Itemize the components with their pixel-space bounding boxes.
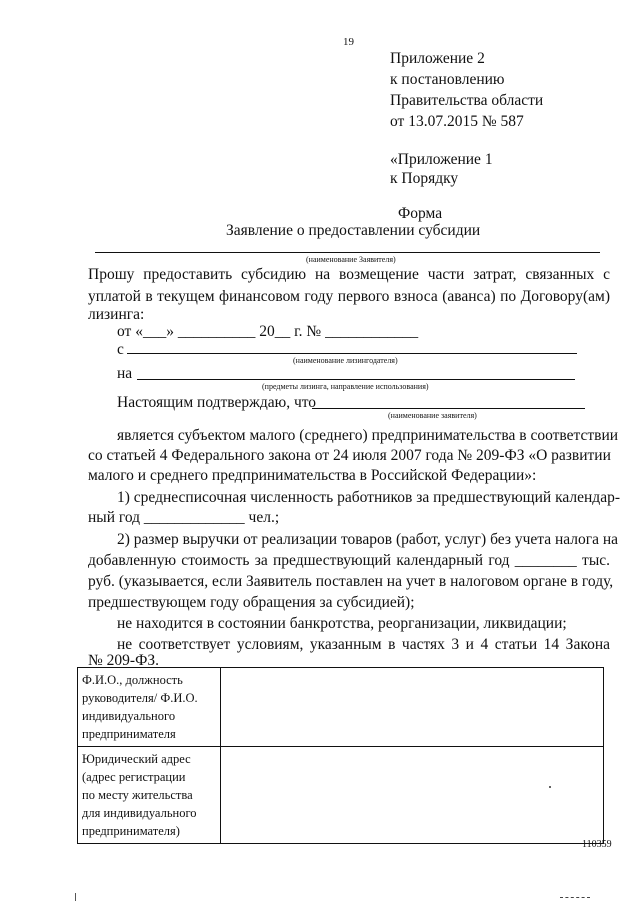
table-label-address-line-3: по месту жительства bbox=[82, 788, 193, 802]
table-label-fio bbox=[78, 668, 221, 747]
item3: не находится в состоянии банкротства, реорганизации, ликвидации; bbox=[117, 615, 567, 632]
lessor-name-line bbox=[127, 353, 577, 354]
item2-line-3: руб. (указывается, если Заявитель поставлен на учет в налоговом органе в году, bbox=[88, 573, 614, 590]
caption-lessor: (наименование лизингодателя) bbox=[293, 356, 398, 365]
table-label-address-line-2: (адрес регистрации bbox=[82, 770, 186, 784]
appendix-line-2: к постановлению bbox=[390, 71, 505, 88]
caption-subject: (предметы лизинга, направление использования) bbox=[262, 382, 429, 391]
applicant-name-line-2 bbox=[312, 408, 585, 409]
subject-line bbox=[137, 379, 575, 380]
table-label-fio-line-3: индивидуального bbox=[82, 709, 176, 723]
item4-line-1: не соответствует условиям, указанным в частях 3 и 4 статьи 14 Закона bbox=[117, 636, 610, 653]
table-label-fio-line-2: руководителя/ Ф.И.О. bbox=[82, 691, 198, 705]
appendix-line-5: «Приложение 1 bbox=[390, 151, 493, 168]
item1-line-1: 1) среднесписочная численность работников за предшествующий календар- bbox=[117, 489, 620, 506]
page-number: 19 bbox=[343, 36, 354, 48]
contract-date-number-line: от «___» __________ 20__ г. № ____________ bbox=[117, 323, 419, 340]
table-row bbox=[78, 668, 604, 747]
table-value-address[interactable] bbox=[221, 747, 604, 844]
caption-applicant-2: (наименование заявителя) bbox=[388, 411, 477, 420]
form-label: Форма bbox=[398, 205, 443, 222]
body-p2-line-2: со статьей 4 Федерального закона от 24 июля 2007 года № 209-ФЗ «О развитии bbox=[88, 447, 611, 464]
table-label-fio-line-4: предпринимателя bbox=[82, 727, 176, 741]
body-p1-line-1: Прошу предоставить субсидию на возмещение части затрат, связанных с bbox=[88, 266, 610, 283]
body-p2-line-1: является субъектом малого (среднего) предпринимательства в соответствии bbox=[117, 427, 619, 444]
confirm-text: Настоящим подтверждаю, что bbox=[117, 394, 317, 411]
scan-mark-right bbox=[560, 897, 590, 898]
item2-line-4: предшествующем году обращения за субсидией); bbox=[88, 594, 415, 611]
appendix-line-3: Правительства области bbox=[390, 92, 544, 109]
document-code: 110359 bbox=[582, 839, 612, 850]
applicant-info-table bbox=[77, 667, 604, 844]
body-p1-line-3: лизинга: bbox=[88, 306, 145, 323]
applicant-name-line bbox=[95, 252, 600, 253]
scan-speck bbox=[549, 786, 551, 788]
table-value-fio[interactable] bbox=[221, 668, 604, 747]
subject-prefix: на bbox=[117, 365, 133, 382]
scan-mark-left bbox=[75, 893, 76, 901]
appendix-line-1: Приложение 2 bbox=[390, 50, 485, 67]
table-label-address-line-4: для индивидуального bbox=[82, 806, 197, 820]
table-row bbox=[78, 747, 604, 844]
caption-applicant: (наименование Заявителя) bbox=[306, 255, 396, 264]
item1-line-2: ный год _____________ чел.; bbox=[88, 509, 280, 526]
body-p2-line-3: малого и среднего предпринимательства в Российской Федерации»: bbox=[88, 467, 537, 484]
table-label-address-line-1: Юридический адрес bbox=[82, 752, 191, 766]
table-label-fio-line-1: Ф.И.О., должность bbox=[82, 673, 183, 687]
appendix-line-4: от 13.07.2015 № 587 bbox=[390, 113, 524, 130]
item4-line-2: № 209-ФЗ. bbox=[88, 652, 159, 669]
table-label-address-line-5: предпринимателя) bbox=[82, 824, 180, 838]
table-label-address bbox=[78, 747, 221, 844]
appendix-line-6: к Порядку bbox=[390, 170, 459, 187]
form-title: Заявление о предоставлении субсидии bbox=[226, 222, 481, 239]
body-p1-line-2: уплатой в текущем финансовом году первого взноса (аванса) по Договору(ам) bbox=[88, 288, 610, 305]
item2-line-1: 2) размер выручки от реализации товаров (работ, услуг) без учета налога на bbox=[117, 531, 619, 548]
item2-line-2: добавленную стоимость за предшествующий календарный год ________ тыс. bbox=[88, 552, 610, 569]
lessor-prefix: с bbox=[117, 341, 124, 358]
